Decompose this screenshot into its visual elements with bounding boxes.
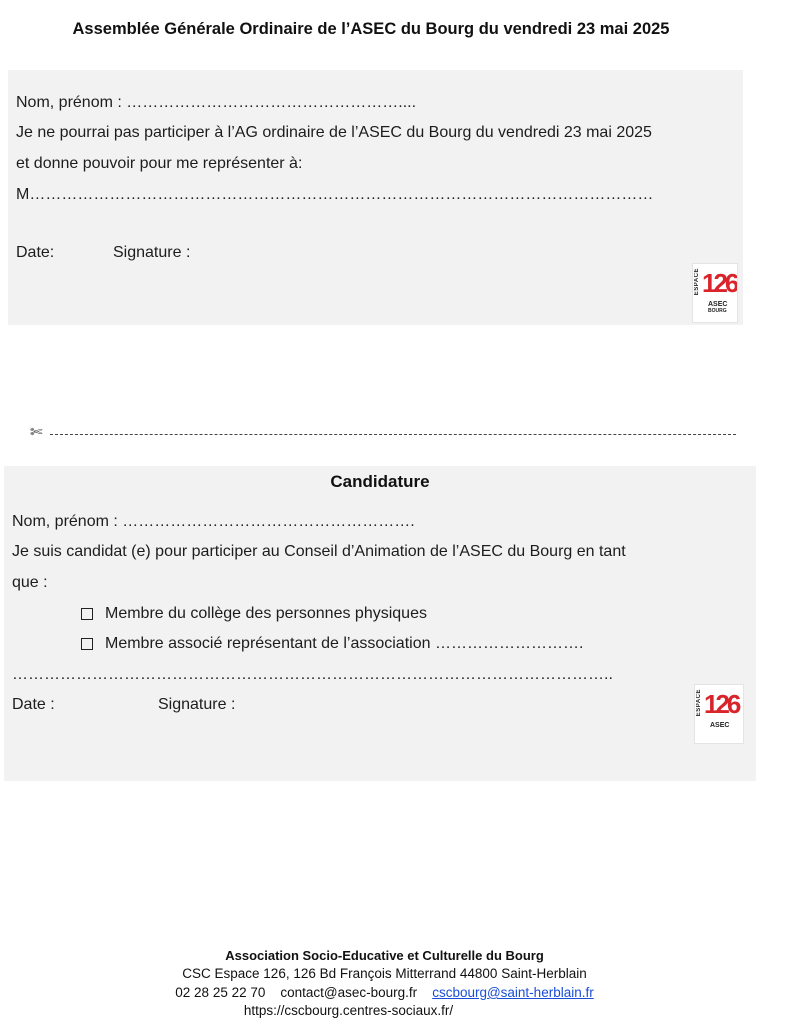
footer-org-name: Association Socio-Educative et Culturelle du Bourg [225, 948, 544, 963]
option-associate-member [81, 635, 583, 653]
logo-bourg: BOURG [708, 308, 727, 314]
logo-vertical-text: ESPACE [694, 268, 700, 296]
checkbox-associate-member[interactable] [81, 638, 93, 650]
option-physical-persons-label: Membre du collège des personnes physiques [105, 605, 427, 622]
logo-number-2: 126 [704, 689, 739, 719]
proxy-signature-label: Signature : [113, 244, 191, 261]
espace-126-logo-2 [694, 684, 744, 744]
candidature-statement-1: Je suis candidat (e) pour participer au Conseil d’Animation de l’ASEC du Bourg en tant [12, 543, 626, 560]
footer-email: contact@asec-bourg.fr [280, 985, 418, 1000]
footer-phone: 02 28 25 22 70 [175, 985, 266, 1000]
option-associate-member-label: Membre associé représentant de l’association ………………………. [105, 635, 584, 652]
candidature-name-line: Nom, prénom : ………………………………………………. [12, 513, 415, 530]
cut-line [30, 424, 736, 441]
candidature-heading: Candidature [330, 472, 430, 491]
document-title: Assemblée Générale Ordinaire de l’ASEC du Bourg du vendredi 23 mai 2025 [72, 20, 670, 38]
footer-address: CSC Espace 126, 126 Bd François Mitterrand 44800 Saint-Herblain [182, 966, 587, 981]
scissors-icon: ✄ [30, 424, 43, 441]
footer-contact-line [0, 985, 769, 1000]
logo-vertical-text-2: ESPACE [696, 689, 702, 717]
proxy-name-line: Nom, prénom : …………………………………………….... [16, 94, 417, 111]
logo-asec: ASEC [708, 301, 728, 308]
option-physical-persons [81, 605, 427, 623]
candidature-dotted-line: ………………………………………………………………………………………………….. [12, 666, 613, 683]
proxy-statement-1: Je ne pourrai pas participer à l’AG ordinaire de l’ASEC du Bourg du vendredi 23 mai 2025 [16, 124, 652, 141]
logo-number: 126 [702, 268, 737, 298]
footer-website: https://cscbourg.centres-sociaux.fr/ [243, 1003, 454, 1018]
candidature-signature-label: Signature : [158, 696, 236, 713]
dashed-separator [50, 434, 736, 435]
proxy-statement-2: et donne pouvoir pour me représenter à: [16, 155, 303, 172]
proxy-date-label: Date: [16, 244, 55, 261]
checkbox-physical-persons[interactable] [81, 608, 93, 620]
candidature-statement-2: que : [12, 574, 48, 591]
footer-email-link[interactable]: cscbourg@saint-herblain.fr [432, 985, 594, 1000]
logo-asec-2: ASEC [710, 722, 730, 729]
proxy-representative-line: M……………………………………………………………………………………………………… [16, 186, 654, 203]
candidature-date-label: Date : [12, 696, 55, 713]
espace-126-logo [692, 263, 738, 323]
